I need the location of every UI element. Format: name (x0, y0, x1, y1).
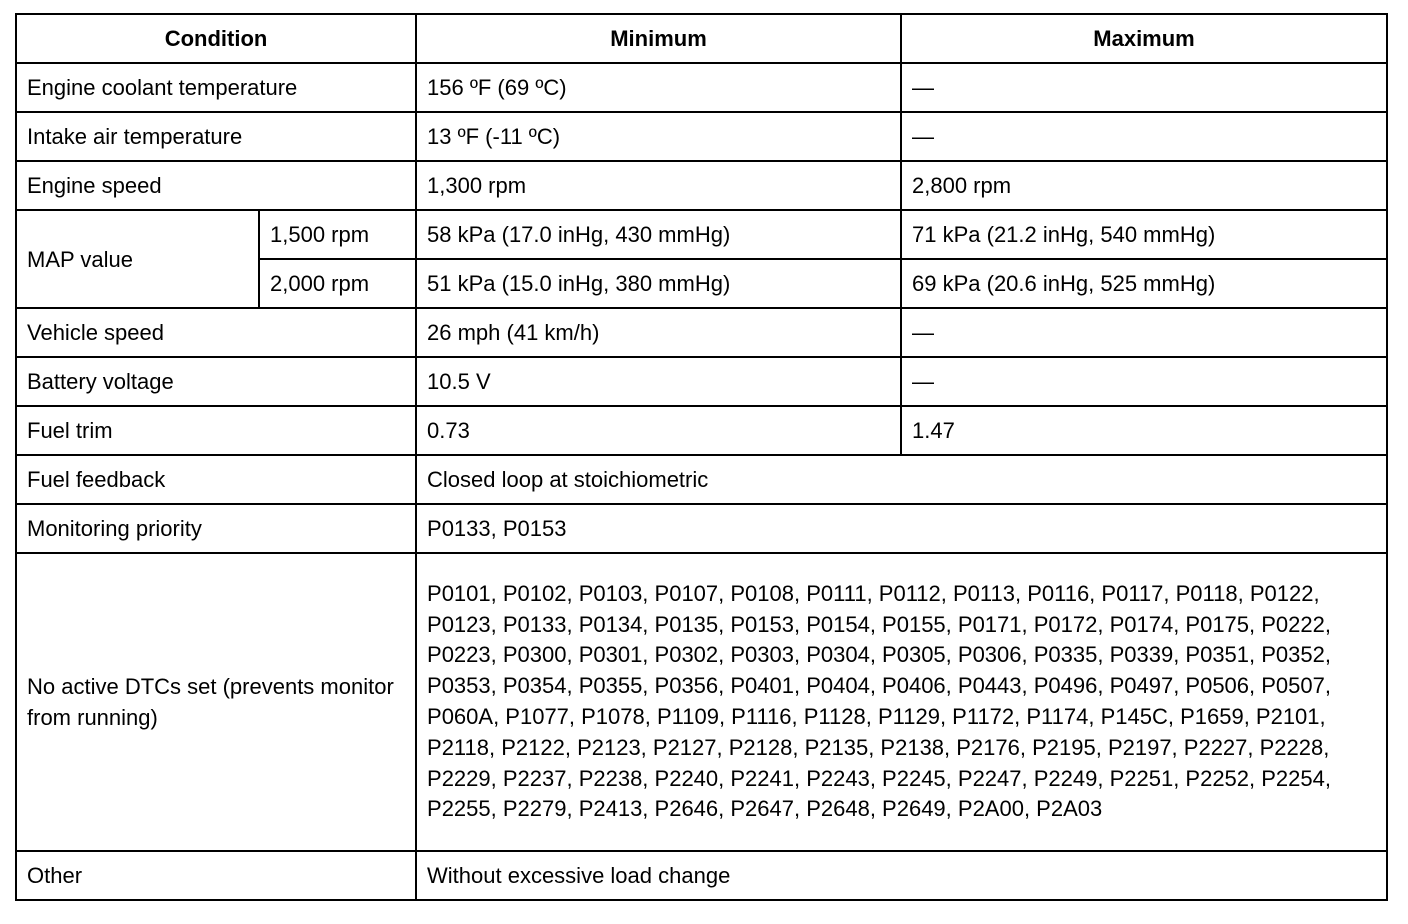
sub-condition-cell: 2,000 rpm (259, 259, 416, 308)
minimum-cell: 13 ºF (-11 ºC) (416, 112, 901, 161)
condition-cell: No active DTCs set (prevents monitor from running) (16, 553, 416, 851)
minimum-cell: 1,300 rpm (416, 161, 901, 210)
table-row-intake (16, 112, 1387, 161)
table-row-vehicle-speed (16, 308, 1387, 357)
maximum-cell: 1.47 (901, 406, 1387, 455)
table-row-coolant (16, 63, 1387, 112)
minimum-cell: 10.5 V (416, 357, 901, 406)
table-row-fuel-trim (16, 406, 1387, 455)
minimum-cell: 0.73 (416, 406, 901, 455)
header-maximum: Maximum (901, 14, 1387, 63)
minimum-cell: 26 mph (41 km/h) (416, 308, 901, 357)
table-row-fuel-feedback (16, 455, 1387, 504)
value-cell: Closed loop at stoichiometric (416, 455, 1387, 504)
maximum-cell: 2,800 rpm (901, 161, 1387, 210)
condition-cell: Battery voltage (16, 357, 416, 406)
condition-cell: Engine speed (16, 161, 416, 210)
dtc-list-cell: P0101, P0102, P0103, P0107, P0108, P0111, P0112, P0113, P0116, P0117, P0118, P0122, P0123, P0133, P0134, P0135, P0153, P0154, P0155, P0171, P0172, P0174, P0175, P0222, P0223, P0300, P0301, P0302, P0303, P0304, P0305, P0306, P0335, P0339, P0351, P0352, P0353, P0354, P0355, P0356, P0401, P0404, P0406, P0443, P0496, P0497, P0506, P0507, P060A, P1077, P1078, P1109, P1116, P1128, P1129, P1172, P1174, P145C, P1659, P2101, P2118, P2122, P2123, P2127, P2128, P2135, P2138, P2176, P2195, P2197, P2227, P2228, P2229, P2237, P2238, P2240, P2241, P2243, P2245, P2247, P2249, P2251, P2252, P2254, P2255, P2279, P2413, P2646, P2647, P2648, P2649, P2A00, P2A03 (416, 553, 1387, 851)
condition-cell: Fuel feedback (16, 455, 416, 504)
condition-cell: Engine coolant temperature (16, 63, 416, 112)
condition-cell: Monitoring priority (16, 504, 416, 553)
table-row-other (16, 851, 1387, 900)
maximum-cell: — (901, 63, 1387, 112)
minimum-cell: 58 kPa (17.0 inHg, 430 mmHg) (416, 210, 901, 259)
table-row-no-active-dtcs (16, 553, 1387, 851)
maximum-cell: — (901, 308, 1387, 357)
maximum-cell: — (901, 357, 1387, 406)
table-row-map-1500 (16, 210, 1387, 259)
condition-cell: Fuel trim (16, 406, 416, 455)
table-row-engine-speed (16, 161, 1387, 210)
header-minimum: Minimum (416, 14, 901, 63)
condition-cell: Other (16, 851, 416, 900)
condition-cell: Vehicle speed (16, 308, 416, 357)
minimum-cell: 156 ºF (69 ºC) (416, 63, 901, 112)
maximum-cell: 71 kPa (21.2 inHg, 540 mmHg) (901, 210, 1387, 259)
condition-cell: Intake air temperature (16, 112, 416, 161)
value-cell: P0133, P0153 (416, 504, 1387, 553)
condition-cell: MAP value (16, 210, 259, 308)
table-row-monitoring-priority (16, 504, 1387, 553)
table-row-battery (16, 357, 1387, 406)
maximum-cell: 69 kPa (20.6 inHg, 525 mmHg) (901, 259, 1387, 308)
conditions-table (15, 13, 1388, 901)
maximum-cell: — (901, 112, 1387, 161)
minimum-cell: 51 kPa (15.0 inHg, 380 mmHg) (416, 259, 901, 308)
sub-condition-cell: 1,500 rpm (259, 210, 416, 259)
header-condition: Condition (16, 14, 416, 63)
header-row (16, 14, 1387, 63)
value-cell: Without excessive load change (416, 851, 1387, 900)
